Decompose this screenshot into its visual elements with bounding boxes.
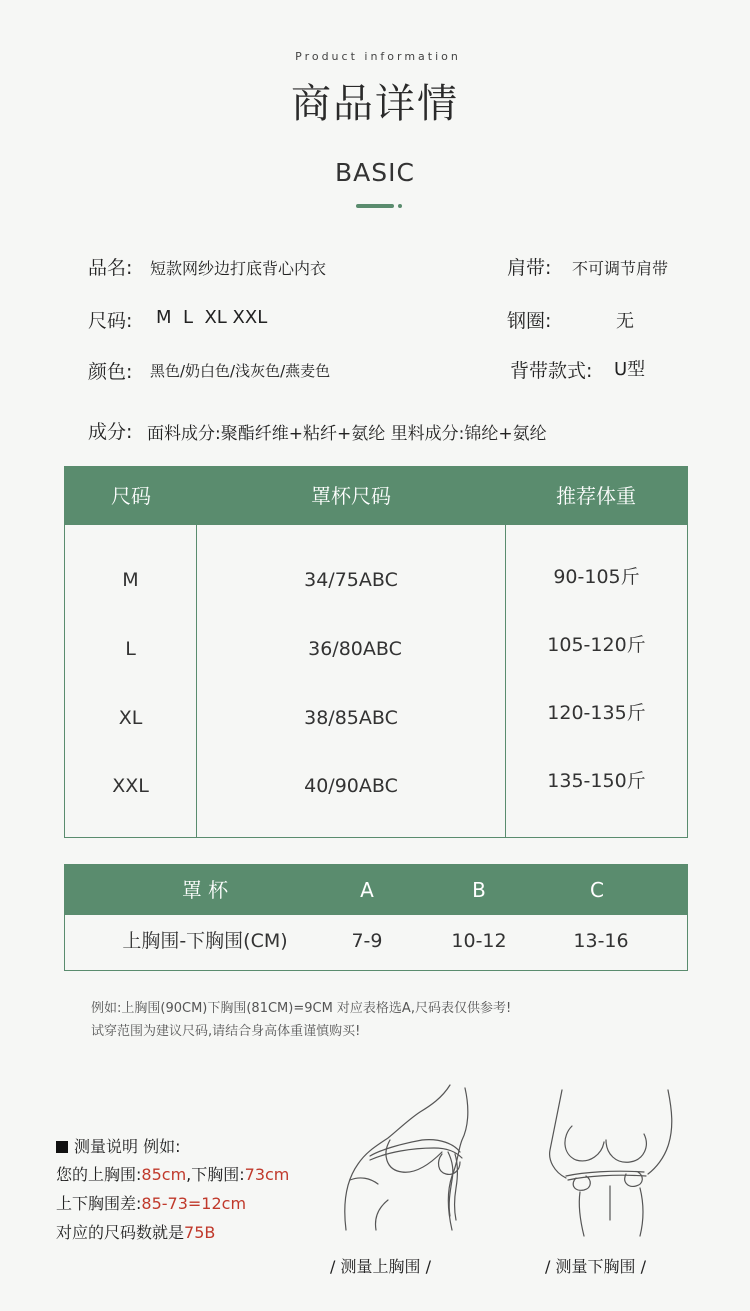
header-cup: 罩 杯 <box>181 878 229 902</box>
table-cell: 105-120斤 <box>547 634 646 656</box>
material-value: 面料成分:聚酯纤维+粘纤+氨纶 里料成分:锦纶+氨纶 <box>147 424 547 444</box>
subtitle-english: Product information <box>295 50 461 63</box>
title-underline <box>356 204 394 208</box>
table-cell: M <box>122 569 139 591</box>
strap-label: 肩带: <box>507 257 552 279</box>
section-title: BASIC <box>335 158 415 187</box>
color-label: 颜色: <box>88 361 133 383</box>
table-cell: XL <box>118 707 143 729</box>
page-title: 商品详情 <box>291 81 459 127</box>
note-line: 试穿范围为建议尺码,请结合身高体重谨慎购买! <box>91 1024 361 1039</box>
table-cell: 10-12 <box>451 930 507 952</box>
product-name-label: 品名: <box>88 257 133 279</box>
lower-bust-illustration <box>540 1080 690 1240</box>
product-name-value: 短款网纱边打底背心内衣 <box>150 259 327 278</box>
table-cell: 135-150斤 <box>547 770 646 792</box>
table-cell: XXL <box>112 775 149 797</box>
color-value: 黑色/奶白色/浅灰色/燕麦色 <box>150 362 331 380</box>
size-value: M L XL XXL <box>156 307 268 328</box>
measure-line-1: 您的上胸围:85cm,下胸围:73cm <box>56 1165 290 1184</box>
square-bullet-icon <box>56 1141 68 1153</box>
header-cup-c: C <box>590 878 604 902</box>
header-cup-b: B <box>472 878 486 902</box>
table-cell: 90-105斤 <box>553 566 640 588</box>
cup-table-header <box>65 865 687 915</box>
header-cup-size: 罩杯尺码 <box>311 484 391 508</box>
table-cell: 40/90ABC <box>304 775 398 797</box>
back-style-value: U型 <box>614 359 646 380</box>
table-cell: 36/80ABC <box>308 638 402 660</box>
table-cell: 38/85ABC <box>304 707 398 729</box>
size-table-header <box>65 467 687 525</box>
caption-upper-bust: / 测量上胸围 / <box>330 1257 431 1276</box>
measure-line-3: 对应的尺码数就是75B <box>56 1223 216 1242</box>
table-cell: L <box>125 638 136 660</box>
title-underline-dot <box>398 204 402 208</box>
material-label: 成分: <box>88 421 133 443</box>
header-size: 尺码 <box>111 484 151 508</box>
table-cell: 34/75ABC <box>304 569 398 591</box>
size-table <box>64 466 688 838</box>
table-cell: 13-16 <box>573 930 629 952</box>
wire-label: 钢圈: <box>507 310 552 332</box>
header-weight: 推荐体重 <box>556 484 636 508</box>
caption-lower-bust: / 测量下胸围 / <box>545 1257 646 1276</box>
header-cup-a: A <box>360 878 374 902</box>
size-label: 尺码: <box>88 310 133 332</box>
strap-value: 不可调节肩带 <box>572 259 669 278</box>
back-style-label: 背带款式: <box>510 360 593 382</box>
measure-line-2: 上下胸围差:85-73=12cm <box>56 1194 247 1213</box>
cup-table <box>64 864 688 971</box>
wire-value: 无 <box>616 311 634 332</box>
table-cell: 120-135斤 <box>547 702 646 724</box>
upper-bust-illustration <box>330 1080 500 1240</box>
measure-title: 测量说明 例如: <box>56 1134 180 1157</box>
note-line: 例如:上胸围(90CM)下胸围(81CM)=9CM 对应表格选A,尺码表仅供参考! <box>91 1001 512 1016</box>
table-cell: 7-9 <box>351 930 383 952</box>
row-label: 上胸围-下胸围(CM) <box>122 930 288 952</box>
